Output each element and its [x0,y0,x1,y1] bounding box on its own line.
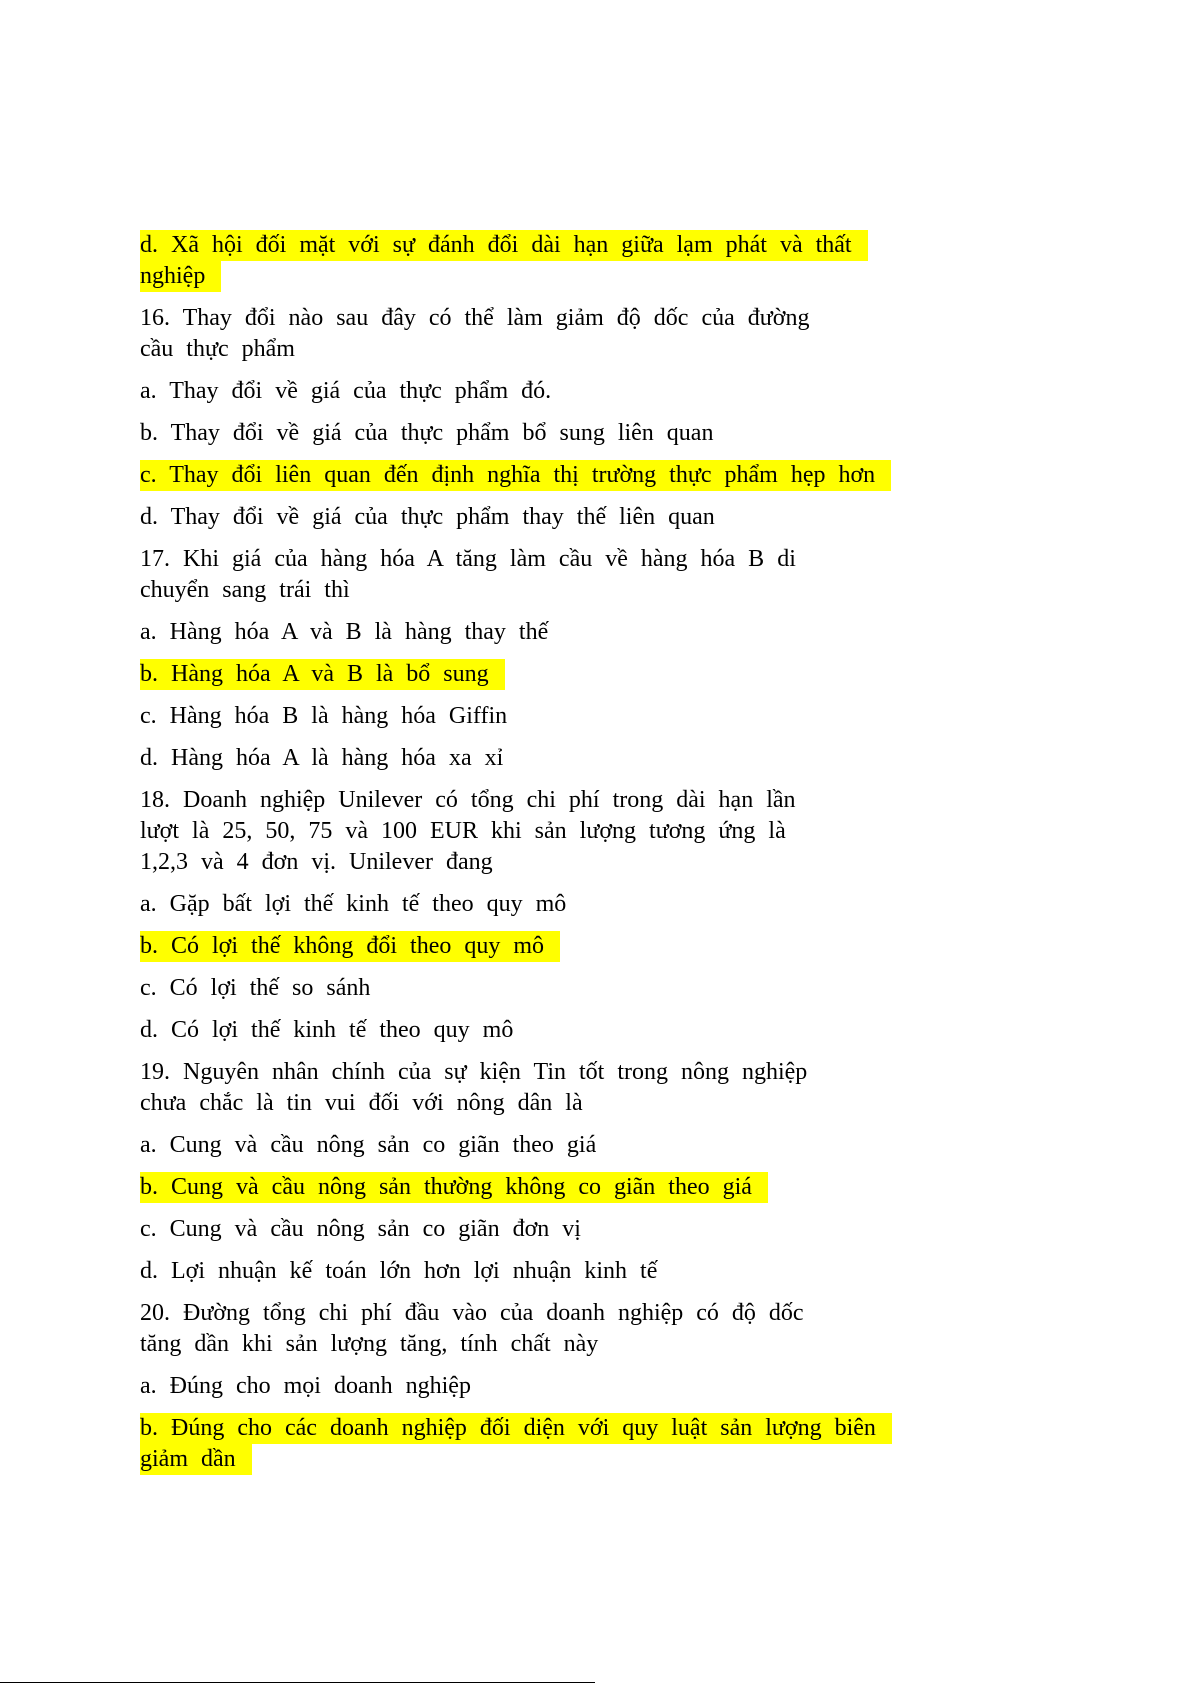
question-text-line [140,847,1030,878]
question-text-line [140,334,1030,365]
option-text-line [140,931,1030,962]
text: 16. Thay đổi nào sau đây có thể làm giảm độ dốc của đường [140,305,810,331]
question-18 [140,785,1030,878]
text: lượt là 25, 50, 75 và 100 EUR khi sản lượng tương ứng là [140,818,786,844]
text: cầu thực phẩm [140,336,295,362]
question-18-option-b-answer [140,931,1030,962]
option-text-line [140,743,1030,774]
text: tăng dần khi sản lượng tăng, tính chất này [140,1331,599,1357]
option-text-line [140,1371,1030,1402]
text: 1,2,3 và 4 đơn vị. Unilever đang [140,849,493,875]
question-text-line [140,1057,1030,1088]
footer-rule [0,1682,595,1683]
highlighted-text: nghiệp [140,261,221,292]
question-19-option-d [140,1256,1030,1287]
question-17-option-b-answer [140,659,1030,690]
question-15-option-d-answer [140,230,1030,292]
text: b. Thay đổi về giá của thực phẩm bổ sung liên quan [140,420,714,446]
question-19 [140,1057,1030,1119]
quiz-content [140,230,1030,1475]
option-text-line [140,460,1030,491]
document-page [140,230,1030,1486]
text: a. Đúng cho mọi doanh nghiệp [140,1373,471,1399]
option-text-line [140,1413,1030,1444]
question-text-line [140,816,1030,847]
text: a. Gặp bất lợi thế kinh tế theo quy mô [140,891,567,917]
question-18-option-c [140,973,1030,1004]
option-text-line [140,418,1030,449]
question-text-line [140,575,1030,606]
question-19-option-a [140,1130,1030,1161]
option-text-line [140,701,1030,732]
question-20-option-b-answer [140,1413,1030,1475]
option-text-line [140,1015,1030,1046]
text: c. Hàng hóa B là hàng hóa Giffin [140,703,508,729]
text: d. Thay đổi về giá của thực phẩm thay thế liên quan [140,504,715,530]
text: a. Hàng hóa A và B là hàng thay thế [140,619,549,645]
text: chưa chắc là tin vui đối với nông dân là [140,1090,583,1116]
question-20 [140,1298,1030,1360]
question-17-option-a [140,617,1030,648]
question-17 [140,544,1030,606]
question-17-option-d [140,743,1030,774]
text: 20. Đường tổng chi phí đầu vào của doanh nghiệp có độ dốc [140,1300,804,1326]
question-19-option-c [140,1214,1030,1245]
question-text-line [140,544,1030,575]
highlighted-text: b. Có lợi thế không đổi theo quy mô [140,931,560,962]
option-text-line [140,1214,1030,1245]
text: 19. Nguyên nhân chính của sự kiện Tin tốt trong nông nghiệp [140,1059,808,1085]
question-16-option-c-answer [140,460,1030,491]
text: c. Cung và cầu nông sản co giãn đơn vị [140,1216,581,1242]
option-text-line [140,502,1030,533]
question-text-line [140,1088,1030,1119]
option-text-line [140,230,1030,261]
question-20-option-a [140,1371,1030,1402]
highlighted-text: giảm dần [140,1444,252,1475]
highlighted-text: b. Hàng hóa A và B là bổ sung [140,659,505,690]
text: d. Hàng hóa A là hàng hóa xa xỉ [140,745,504,771]
option-text-line [140,659,1030,690]
text: d. Có lợi thế kinh tế theo quy mô [140,1017,514,1043]
question-19-option-b-answer [140,1172,1030,1203]
highlighted-text: b. Đúng cho các doanh nghiệp đối diện với quy luật sản lượng biên [140,1413,892,1444]
option-text-line [140,1256,1030,1287]
highlighted-text: c. Thay đổi liên quan đến định nghĩa thị trường thực phẩm hẹp hơn [140,460,891,491]
question-16-option-b [140,418,1030,449]
text: c. Có lợi thế so sánh [140,975,371,1001]
text: 17. Khi giá của hàng hóa A tăng làm cầu về hàng hóa B di [140,546,796,572]
text: a. Thay đổi về giá của thực phẩm đó. [140,378,552,404]
question-text-line [140,303,1030,334]
option-text-line [140,1130,1030,1161]
highlighted-text: d. Xã hội đối mặt với sự đánh đổi dài hạn giữa lạm phát và thất [140,230,868,261]
text: d. Lợi nhuận kế toán lớn hơn lợi nhuận kinh tế [140,1258,658,1284]
question-17-option-c [140,701,1030,732]
option-text-line [140,1444,1030,1475]
question-16-option-a [140,376,1030,407]
highlighted-text: b. Cung và cầu nông sản thường không co giãn theo giá [140,1172,768,1203]
text: chuyển sang trái thì [140,577,350,603]
question-16-option-d [140,502,1030,533]
question-text-line [140,1329,1030,1360]
option-text-line [140,889,1030,920]
question-text-line [140,1298,1030,1329]
text: a. Cung và cầu nông sản co giãn theo giá [140,1132,597,1158]
question-text-line [140,785,1030,816]
option-text-line [140,376,1030,407]
question-18-option-d [140,1015,1030,1046]
text: 18. Doanh nghiệp Unilever có tổng chi phí trong dài hạn lần [140,787,796,813]
question-18-option-a [140,889,1030,920]
option-text-line [140,1172,1030,1203]
option-text-line [140,617,1030,648]
option-text-line [140,973,1030,1004]
option-text-line [140,261,1030,292]
question-16 [140,303,1030,365]
